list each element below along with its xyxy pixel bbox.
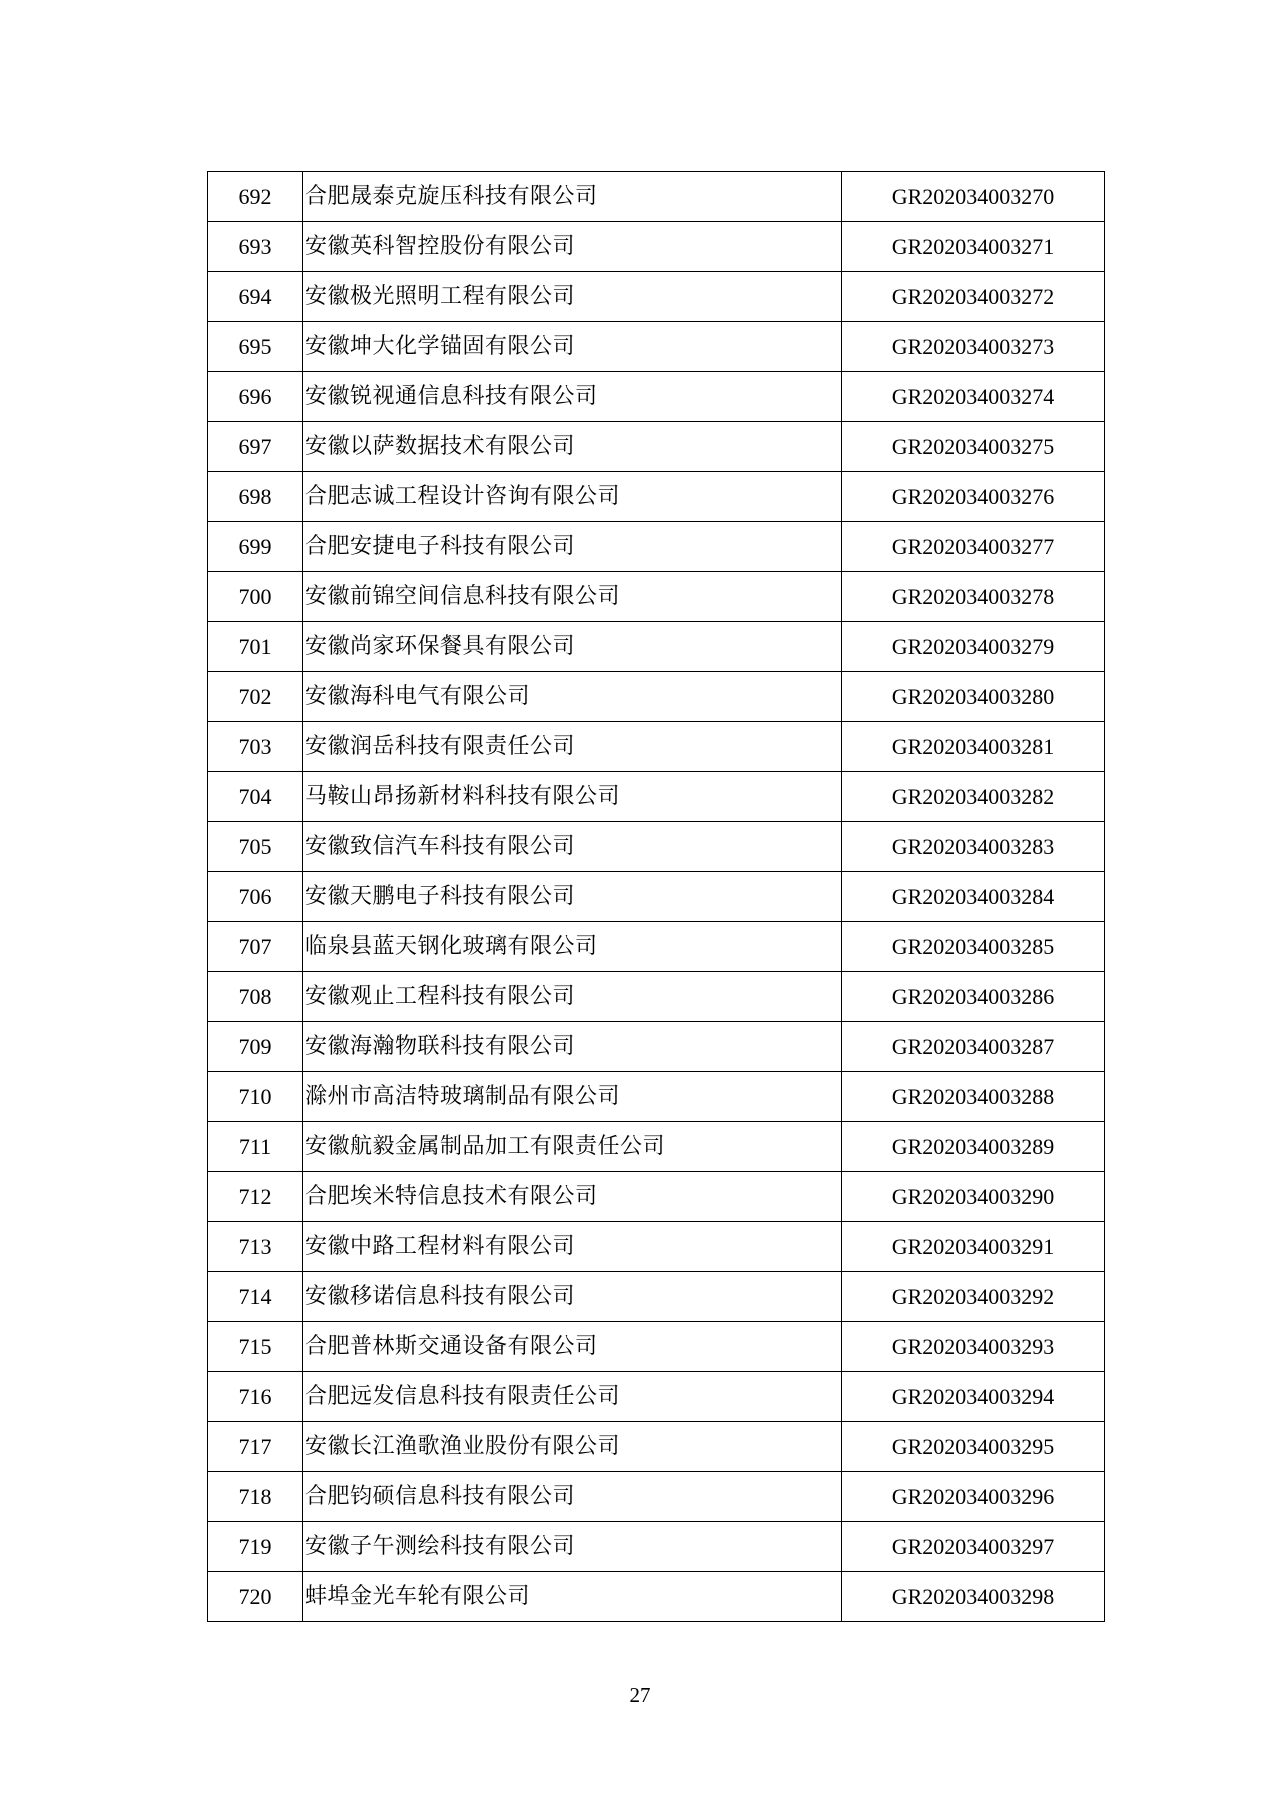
table-row: [208, 1072, 1105, 1122]
serial-number-cell: 702: [208, 672, 303, 722]
serial-number-cell: 707: [208, 922, 303, 972]
table-body: [208, 172, 1105, 1622]
company-name-cell: 安徽尚家环保餐具有限公司: [303, 622, 842, 672]
certificate-code-cell: GR202034003271: [842, 222, 1105, 272]
table-row: [208, 1422, 1105, 1472]
certificate-code-cell: GR202034003279: [842, 622, 1105, 672]
certificate-code-cell: GR202034003287: [842, 1022, 1105, 1072]
serial-number-cell: 709: [208, 1022, 303, 1072]
table-row: [208, 322, 1105, 372]
company-name-cell: 安徽锐视通信息科技有限公司: [303, 372, 842, 422]
company-name-cell: 马鞍山昂扬新材料科技有限公司: [303, 772, 842, 822]
table-row: [208, 872, 1105, 922]
serial-number-cell: 701: [208, 622, 303, 672]
serial-number-cell: 712: [208, 1172, 303, 1222]
company-name-cell: 安徽航毅金属制品加工有限责任公司: [303, 1122, 842, 1172]
table-row: [208, 1472, 1105, 1522]
serial-number-cell: 694: [208, 272, 303, 322]
company-name-cell: 安徽海科电气有限公司: [303, 672, 842, 722]
table-row: [208, 1022, 1105, 1072]
table-row: [208, 1522, 1105, 1572]
table-row: [208, 1272, 1105, 1322]
certificate-code-cell: GR202034003294: [842, 1372, 1105, 1422]
certificate-code-cell: GR202034003290: [842, 1172, 1105, 1222]
certificate-code-cell: GR202034003288: [842, 1072, 1105, 1122]
company-name-cell: 安徽观止工程科技有限公司: [303, 972, 842, 1022]
table-row: [208, 1372, 1105, 1422]
serial-number-cell: 696: [208, 372, 303, 422]
table-row: [208, 222, 1105, 272]
serial-number-cell: 713: [208, 1222, 303, 1272]
serial-number-cell: 715: [208, 1322, 303, 1372]
company-name-cell: 合肥志诚工程设计咨询有限公司: [303, 472, 842, 522]
company-name-cell: 安徽英科智控股份有限公司: [303, 222, 842, 272]
company-name-cell: 蚌埠金光车轮有限公司: [303, 1572, 842, 1622]
certificate-code-cell: GR202034003277: [842, 522, 1105, 572]
serial-number-cell: 708: [208, 972, 303, 1022]
company-name-cell: 安徽中路工程材料有限公司: [303, 1222, 842, 1272]
serial-number-cell: 693: [208, 222, 303, 272]
serial-number-cell: 697: [208, 422, 303, 472]
certificate-code-cell: GR202034003286: [842, 972, 1105, 1022]
certificate-code-cell: GR202034003278: [842, 572, 1105, 622]
company-name-cell: 安徽移诺信息科技有限公司: [303, 1272, 842, 1322]
company-name-cell: 合肥安捷电子科技有限公司: [303, 522, 842, 572]
serial-number-cell: 716: [208, 1372, 303, 1422]
table-row: [208, 472, 1105, 522]
table-row: [208, 1572, 1105, 1622]
page-number: 27: [629, 1683, 651, 1707]
table-row: [208, 672, 1105, 722]
company-name-cell: 滁州市高洁特玻璃制品有限公司: [303, 1072, 842, 1122]
certificate-code-cell: GR202034003284: [842, 872, 1105, 922]
table-row: [208, 1322, 1105, 1372]
company-name-cell: 合肥晟泰克旋压科技有限公司: [303, 172, 842, 222]
certificate-code-cell: GR202034003273: [842, 322, 1105, 372]
company-name-cell: 安徽以萨数据技术有限公司: [303, 422, 842, 472]
company-name-cell: 安徽天鹏电子科技有限公司: [303, 872, 842, 922]
serial-number-cell: 700: [208, 572, 303, 622]
table-row: [208, 722, 1105, 772]
serial-number-cell: 710: [208, 1072, 303, 1122]
serial-number-cell: 692: [208, 172, 303, 222]
company-name-cell: 合肥远发信息科技有限责任公司: [303, 1372, 842, 1422]
certificate-code-cell: GR202034003275: [842, 422, 1105, 472]
serial-number-cell: 706: [208, 872, 303, 922]
table-row: [208, 922, 1105, 972]
company-name-cell: 合肥埃米特信息技术有限公司: [303, 1172, 842, 1222]
company-name-cell: 安徽润岳科技有限责任公司: [303, 722, 842, 772]
certificate-code-cell: GR202034003281: [842, 722, 1105, 772]
table-row: [208, 1172, 1105, 1222]
serial-number-cell: 704: [208, 772, 303, 822]
company-name-cell: 临泉县蓝天钢化玻璃有限公司: [303, 922, 842, 972]
certificate-code-cell: GR202034003296: [842, 1472, 1105, 1522]
serial-number-cell: 718: [208, 1472, 303, 1522]
table-row: [208, 172, 1105, 222]
certificate-code-cell: GR202034003291: [842, 1222, 1105, 1272]
certificate-code-cell: GR202034003270: [842, 172, 1105, 222]
company-name-cell: 安徽前锦空间信息科技有限公司: [303, 572, 842, 622]
certificate-code-cell: GR202034003285: [842, 922, 1105, 972]
serial-number-cell: 711: [208, 1122, 303, 1172]
serial-number-cell: 717: [208, 1422, 303, 1472]
certificate-code-cell: GR202034003298: [842, 1572, 1105, 1622]
company-name-cell: 安徽坤大化学锚固有限公司: [303, 322, 842, 372]
certificate-code-cell: GR202034003293: [842, 1322, 1105, 1372]
table-row: [208, 622, 1105, 672]
serial-number-cell: 719: [208, 1522, 303, 1572]
certificate-code-cell: GR202034003276: [842, 472, 1105, 522]
serial-number-cell: 703: [208, 722, 303, 772]
company-name-cell: 安徽致信汽车科技有限公司: [303, 822, 842, 872]
certificate-code-cell: GR202034003283: [842, 822, 1105, 872]
table-row: [208, 1222, 1105, 1272]
table-row: [208, 372, 1105, 422]
company-name-cell: 合肥普林斯交通设备有限公司: [303, 1322, 842, 1372]
company-name-cell: 安徽极光照明工程有限公司: [303, 272, 842, 322]
serial-number-cell: 705: [208, 822, 303, 872]
table-row: [208, 1122, 1105, 1172]
table-row: [208, 272, 1105, 322]
serial-number-cell: 695: [208, 322, 303, 372]
serial-number-cell: 699: [208, 522, 303, 572]
certificate-code-cell: GR202034003272: [842, 272, 1105, 322]
certificate-code-cell: GR202034003274: [842, 372, 1105, 422]
table-row: [208, 572, 1105, 622]
table-row: [208, 772, 1105, 822]
serial-number-cell: 698: [208, 472, 303, 522]
company-name-cell: 合肥钧硕信息科技有限公司: [303, 1472, 842, 1522]
company-name-cell: 安徽海瀚物联科技有限公司: [303, 1022, 842, 1072]
certificate-code-cell: GR202034003289: [842, 1122, 1105, 1172]
certificate-code-cell: GR202034003282: [842, 772, 1105, 822]
table-row: [208, 422, 1105, 472]
company-name-cell: 安徽子午测绘科技有限公司: [303, 1522, 842, 1572]
company-list-table: [207, 171, 1105, 1622]
certificate-code-cell: GR202034003280: [842, 672, 1105, 722]
table-row: [208, 972, 1105, 1022]
serial-number-cell: 720: [208, 1572, 303, 1622]
certificate-code-cell: GR202034003292: [842, 1272, 1105, 1322]
table-row: [208, 522, 1105, 572]
company-name-cell: 安徽长江渔歌渔业股份有限公司: [303, 1422, 842, 1472]
serial-number-cell: 714: [208, 1272, 303, 1322]
certificate-code-cell: GR202034003295: [842, 1422, 1105, 1472]
table-row: [208, 822, 1105, 872]
certificate-code-cell: GR202034003297: [842, 1522, 1105, 1572]
